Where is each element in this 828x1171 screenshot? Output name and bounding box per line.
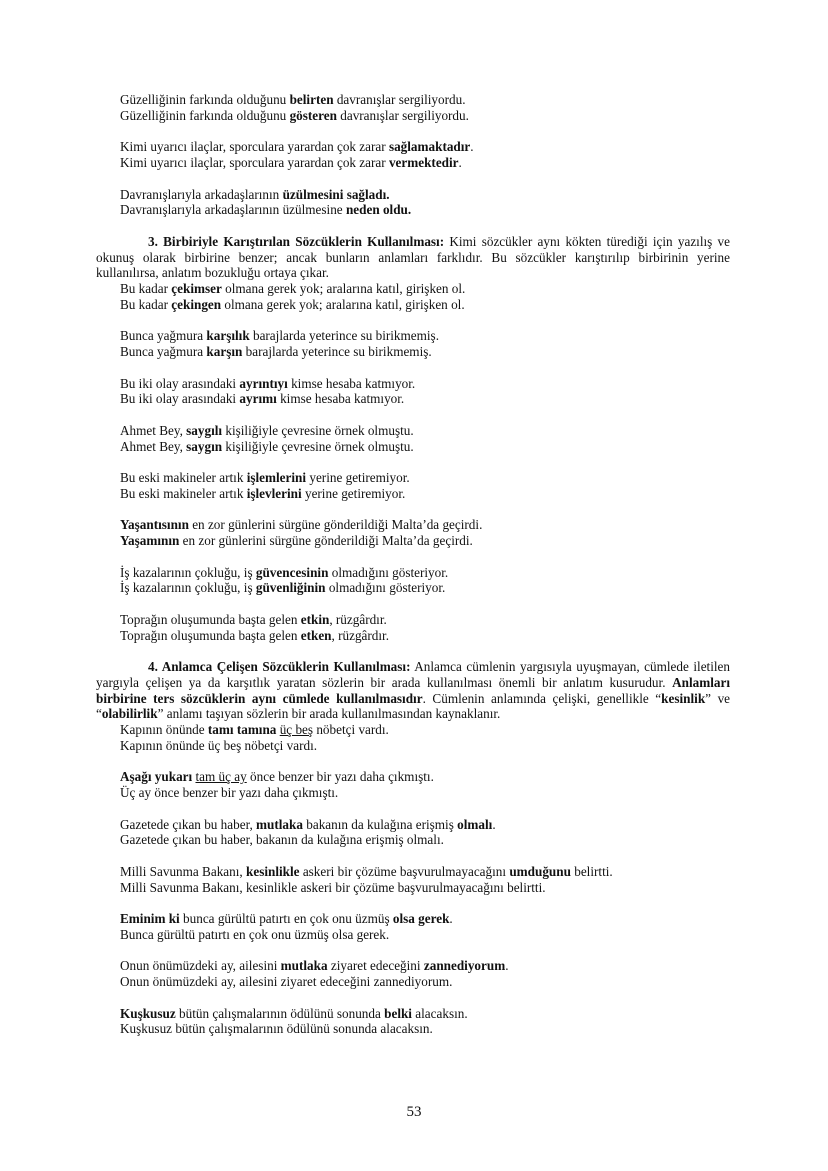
example-sentence-pair	[96, 958, 730, 990]
text-run: . Cümlenin anlamında çelişki, genellikle “	[422, 690, 662, 706]
text-run: Milli Savunma Bakanı, kesinlikle askeri bir çözüme başvurulmayacağını belirtti.	[120, 879, 546, 895]
text-run: Bu iki olay arasındaki	[120, 391, 240, 407]
bold-text: mutlaka	[256, 816, 303, 832]
text-run: Bu eski makineler artık	[120, 470, 247, 485]
text-run: Onun önümüzdeki ay, ailesini	[120, 958, 281, 974]
example-sentence-incorrect	[120, 911, 730, 927]
bold-text: olmalı	[457, 816, 493, 832]
text-run: olmadığını gösteriyor.	[328, 564, 449, 580]
underlined-text: üç beş	[279, 722, 314, 737]
text-run: Kimi uyarıcı ilaçlar, sporculara yarardan çok zarar	[120, 155, 389, 170]
example-sentence-incorrect	[120, 281, 730, 297]
text-run: İş kazalarının çokluğu, iş	[120, 564, 256, 580]
text-run: davranışlar sergiliyordu.	[336, 107, 469, 123]
bold-text: saygın	[186, 438, 223, 454]
text-run: Gazetede çıkan bu haber,	[120, 816, 257, 832]
bold-text: sağlamaktadır	[388, 139, 471, 155]
text-run: kişiliğiyle çevresine örnek olmuştu.	[222, 422, 414, 438]
text-run: İş kazalarının çokluğu, iş	[120, 580, 256, 596]
page-number: 53	[406, 1104, 422, 1120]
example-sentence-corrected	[120, 974, 730, 990]
example-sentence-pair	[96, 517, 730, 549]
text-run: .	[458, 155, 462, 170]
text-run: Kuşkusuz bütün çalışmalarının ödülünü sonunda alacaksın.	[120, 1021, 433, 1037]
example-sentence-incorrect	[120, 517, 730, 533]
text-run: .	[505, 958, 509, 974]
bold-text: 4. Anlamca Çelişen Sözcüklerin Kullanılması:	[148, 659, 411, 674]
text-run: bunca gürültü patırtı en çok onu üzmüş	[179, 911, 393, 926]
example-sentence-corrected	[120, 738, 730, 754]
text-run: ” ve “	[96, 690, 731, 722]
text-run: alacaksın.	[411, 1005, 468, 1021]
example-sentence-corrected	[120, 202, 730, 218]
text-run: Bunca yağmura	[120, 328, 207, 344]
text-run: Kimi uyarıcı ilaçlar, sporculara yarardan çok zarar	[120, 139, 389, 155]
bold-text: Yaşantısının	[120, 517, 189, 533]
text-run: kişiliğiyle çevresine örnek olmuştu.	[222, 438, 414, 454]
example-sentence-incorrect	[120, 328, 730, 344]
bold-text: belki	[384, 1005, 412, 1021]
example-sentence-corrected	[120, 439, 730, 455]
text-run: önce benzer bir yazı daha çıkmıştı.	[246, 769, 434, 785]
example-sentence-incorrect	[120, 470, 730, 486]
text-run: davranışlar sergiliyordu.	[333, 92, 466, 107]
text-run: olmana gerek yok; aralarına katıl, girişken ol.	[221, 296, 465, 312]
text-run: Bunca yağmura	[120, 344, 207, 359]
example-sentence-incorrect	[120, 769, 730, 785]
text-run: yerine getiremiyor.	[301, 485, 406, 501]
bold-text: etken	[300, 627, 332, 643]
example-sentence-incorrect	[120, 864, 730, 880]
example-sentence-incorrect	[120, 958, 730, 974]
example-sentence-incorrect	[120, 722, 730, 738]
example-sentence-corrected	[120, 832, 730, 848]
example-sentence-corrected	[120, 927, 730, 943]
bold-text: Eminim ki	[120, 911, 180, 926]
bold-text: Kuşkusuz	[120, 1005, 176, 1021]
text-run: Ahmet Bey,	[120, 422, 187, 438]
example-sentence-pair	[96, 565, 730, 597]
text-run: .	[470, 139, 474, 155]
example-sentence-pair	[96, 423, 730, 455]
example-sentence-corrected	[120, 344, 730, 360]
example-sentence-incorrect	[120, 817, 730, 833]
example-sentence-pair	[96, 864, 730, 896]
text-run: Anlamca cümlenin yargısıyla uyuşmayan, cümlede iletilen yargıyla çelişen ya da karşıtlık yaratan sözlerin bir arada kullanılması önemli bir anlatım kusurudur.	[96, 659, 730, 690]
text-run: Üç ay önce benzer bir yazı daha çıkmıştı.	[120, 785, 339, 800]
bold-text: ayrıntıyı	[239, 375, 288, 391]
bold-text: vermektedir	[388, 155, 459, 170]
text-run: .	[492, 816, 496, 832]
text-run: ziyaret edeceğini	[327, 958, 424, 974]
bold-text: üzülmesini sağladı.	[282, 186, 390, 202]
bold-text: umduğunu	[509, 863, 571, 879]
bold-text: işlemlerini	[246, 470, 307, 485]
example-sentence-corrected	[120, 108, 730, 124]
example-sentence-incorrect	[120, 565, 730, 581]
text-run: , rüzgârdır.	[331, 627, 390, 643]
text-run: , rüzgârdır.	[329, 611, 387, 627]
example-sentence-incorrect	[120, 423, 730, 439]
text-run: yerine getiremiyor.	[306, 470, 410, 485]
text-run: bakanın da kulağına erişmiş	[302, 816, 458, 832]
bold-text: olsa gerek	[392, 911, 450, 926]
example-sentence-pair	[96, 187, 730, 219]
bold-text: Anlamları birbirine ters sözcüklerin aynı cümlede kullanılmasıdır	[96, 674, 730, 706]
bold-text: olabilirlik	[101, 706, 158, 722]
example-sentence-incorrect	[120, 1006, 730, 1022]
text-run: Bunca gürültü patırtı en çok onu üzmüş olsa gerek.	[120, 926, 390, 942]
example-sentence-corrected	[120, 880, 730, 896]
text-run: Bu eski makineler artık	[120, 485, 247, 501]
bold-text: kesinlikle	[246, 863, 300, 879]
text-run: Güzelliğinin farkında olduğunu	[120, 92, 290, 107]
text-run: Bu iki olay arasındaki	[120, 375, 240, 391]
example-sentence-pair	[96, 722, 730, 754]
text-run: barajlarda yeterince su birikmemiş.	[242, 344, 432, 359]
bold-text: neden oldu.	[345, 202, 412, 218]
text-run: Kapının önünde	[120, 722, 208, 737]
text-run: Kimi sözcükler aynı kökten türediği için yazılış ve okunuş olarak birbirine benzer; ancak bunların anlamları farklıdır. Bu sözcükler karıştırılıp birbirinin yerine kullanılırsa, anlatım bozukluğu ortaya çıkar.	[96, 233, 730, 281]
example-sentence-corrected	[120, 1021, 730, 1037]
example-sentence-pair	[96, 328, 730, 360]
text-run: Davranışlarıyla arkadaşlarının üzülmesine	[120, 202, 346, 218]
example-sentence-incorrect	[120, 139, 730, 155]
text-run: olmana gerek yok; aralarına katıl, girişken ol.	[221, 281, 466, 296]
example-sentence-pair	[96, 470, 730, 502]
example-sentence-corrected	[120, 785, 730, 801]
bold-text: etkin	[300, 611, 330, 627]
text-run: Milli Savunma Bakanı,	[120, 863, 247, 879]
example-sentence-pair	[96, 92, 730, 124]
text-run: bütün çalışmalarının ödülünü sonunda	[175, 1005, 385, 1021]
text-run: Toprağın oluşumunda başta gelen	[120, 627, 301, 643]
text-run: Kapının önünde üç beş nöbetçi vardı.	[120, 737, 318, 753]
text-run: en zor günlerini sürgüne gönderildiği Malta’da geçirdi.	[179, 533, 473, 548]
example-sentence-corrected	[120, 297, 730, 313]
text-run: belirtti.	[570, 863, 613, 879]
example-sentence-incorrect	[120, 92, 730, 108]
bold-text: mutlaka	[280, 958, 328, 974]
text-run: ” anlamı taşıyan sözlerin bir arada kullanılmasından kaynaklanır.	[157, 706, 501, 722]
text-run: olmadığını gösteriyor.	[325, 580, 446, 596]
text-run: barajlarda yeterince su birikmemiş.	[249, 328, 439, 344]
example-sentence-pair	[96, 139, 730, 171]
bold-text: karşın	[206, 344, 243, 359]
bold-text: 3. Birbiriyle Karıştırılan Sözcüklerin Kullanılması:	[148, 233, 445, 249]
bold-text: çekimser	[171, 281, 222, 296]
text-run: Güzelliğinin farkında olduğunu	[120, 107, 290, 123]
bold-text: karşılık	[206, 328, 250, 344]
example-sentence-pair	[96, 911, 730, 943]
text-run: kimse hesaba katmıyor.	[287, 375, 416, 391]
bold-text: Aşağı yukarı	[120, 769, 193, 785]
section-paragraph	[96, 234, 730, 281]
example-sentence-pair	[96, 769, 730, 801]
example-sentence-incorrect	[120, 187, 730, 203]
bold-text: saygılı	[186, 422, 223, 438]
bold-text: kesinlik	[661, 690, 706, 706]
example-sentence-pair	[96, 612, 730, 644]
example-sentence-corrected	[120, 486, 730, 502]
bold-text: çekingen	[171, 296, 222, 312]
example-sentence-pair	[96, 376, 730, 408]
bold-text: gösteren	[289, 107, 337, 123]
bold-text: ayrımı	[239, 391, 277, 407]
example-sentence-corrected	[120, 580, 730, 596]
text-run: Gazetede çıkan bu haber, bakanın da kulağına erişmiş olmalı.	[120, 832, 444, 848]
text-run: askeri bir çözüme başvurulmayacağını	[299, 863, 510, 879]
text-run: Davranışlarıyla arkadaşlarının	[120, 186, 283, 202]
bold-text: zannediyorum	[423, 958, 506, 974]
bold-text: belirten	[289, 92, 334, 107]
underlined-text: tam üç ay	[195, 769, 247, 785]
bold-text: Yaşamının	[120, 533, 180, 548]
example-sentence-corrected	[120, 533, 730, 549]
text-run: kimse hesaba katmıyor.	[276, 391, 405, 407]
bold-text: tamı tamına	[207, 722, 277, 737]
text-run: Toprağın oluşumunda başta gelen	[120, 611, 301, 627]
example-sentence-incorrect	[120, 376, 730, 392]
example-sentence-pair	[96, 1006, 730, 1038]
text-run: Ahmet Bey,	[120, 438, 187, 454]
example-sentence-pair	[96, 281, 730, 313]
example-sentence-corrected	[120, 155, 730, 171]
example-sentence-corrected	[120, 391, 730, 407]
section-paragraph	[96, 659, 730, 722]
bold-text: güvencesinin	[255, 564, 329, 580]
example-sentence-pair	[96, 817, 730, 849]
example-sentence-incorrect	[120, 612, 730, 628]
text-run: en zor günlerini sürgüne gönderildiği Malta’da geçirdi.	[188, 517, 483, 533]
text-run: Bu kadar	[120, 281, 172, 296]
text-run: Onun önümüzdeki ay, ailesini ziyaret edeceğini zannediyorum.	[120, 974, 453, 989]
document-body	[96, 92, 730, 1037]
bold-text: işlevlerini	[246, 485, 302, 501]
text-run: Bu kadar	[120, 296, 172, 312]
example-sentence-corrected	[120, 628, 730, 644]
text-run: .	[449, 911, 453, 926]
bold-text: güvenliğinin	[255, 580, 326, 596]
text-run: nöbetçi vardı.	[313, 722, 389, 737]
